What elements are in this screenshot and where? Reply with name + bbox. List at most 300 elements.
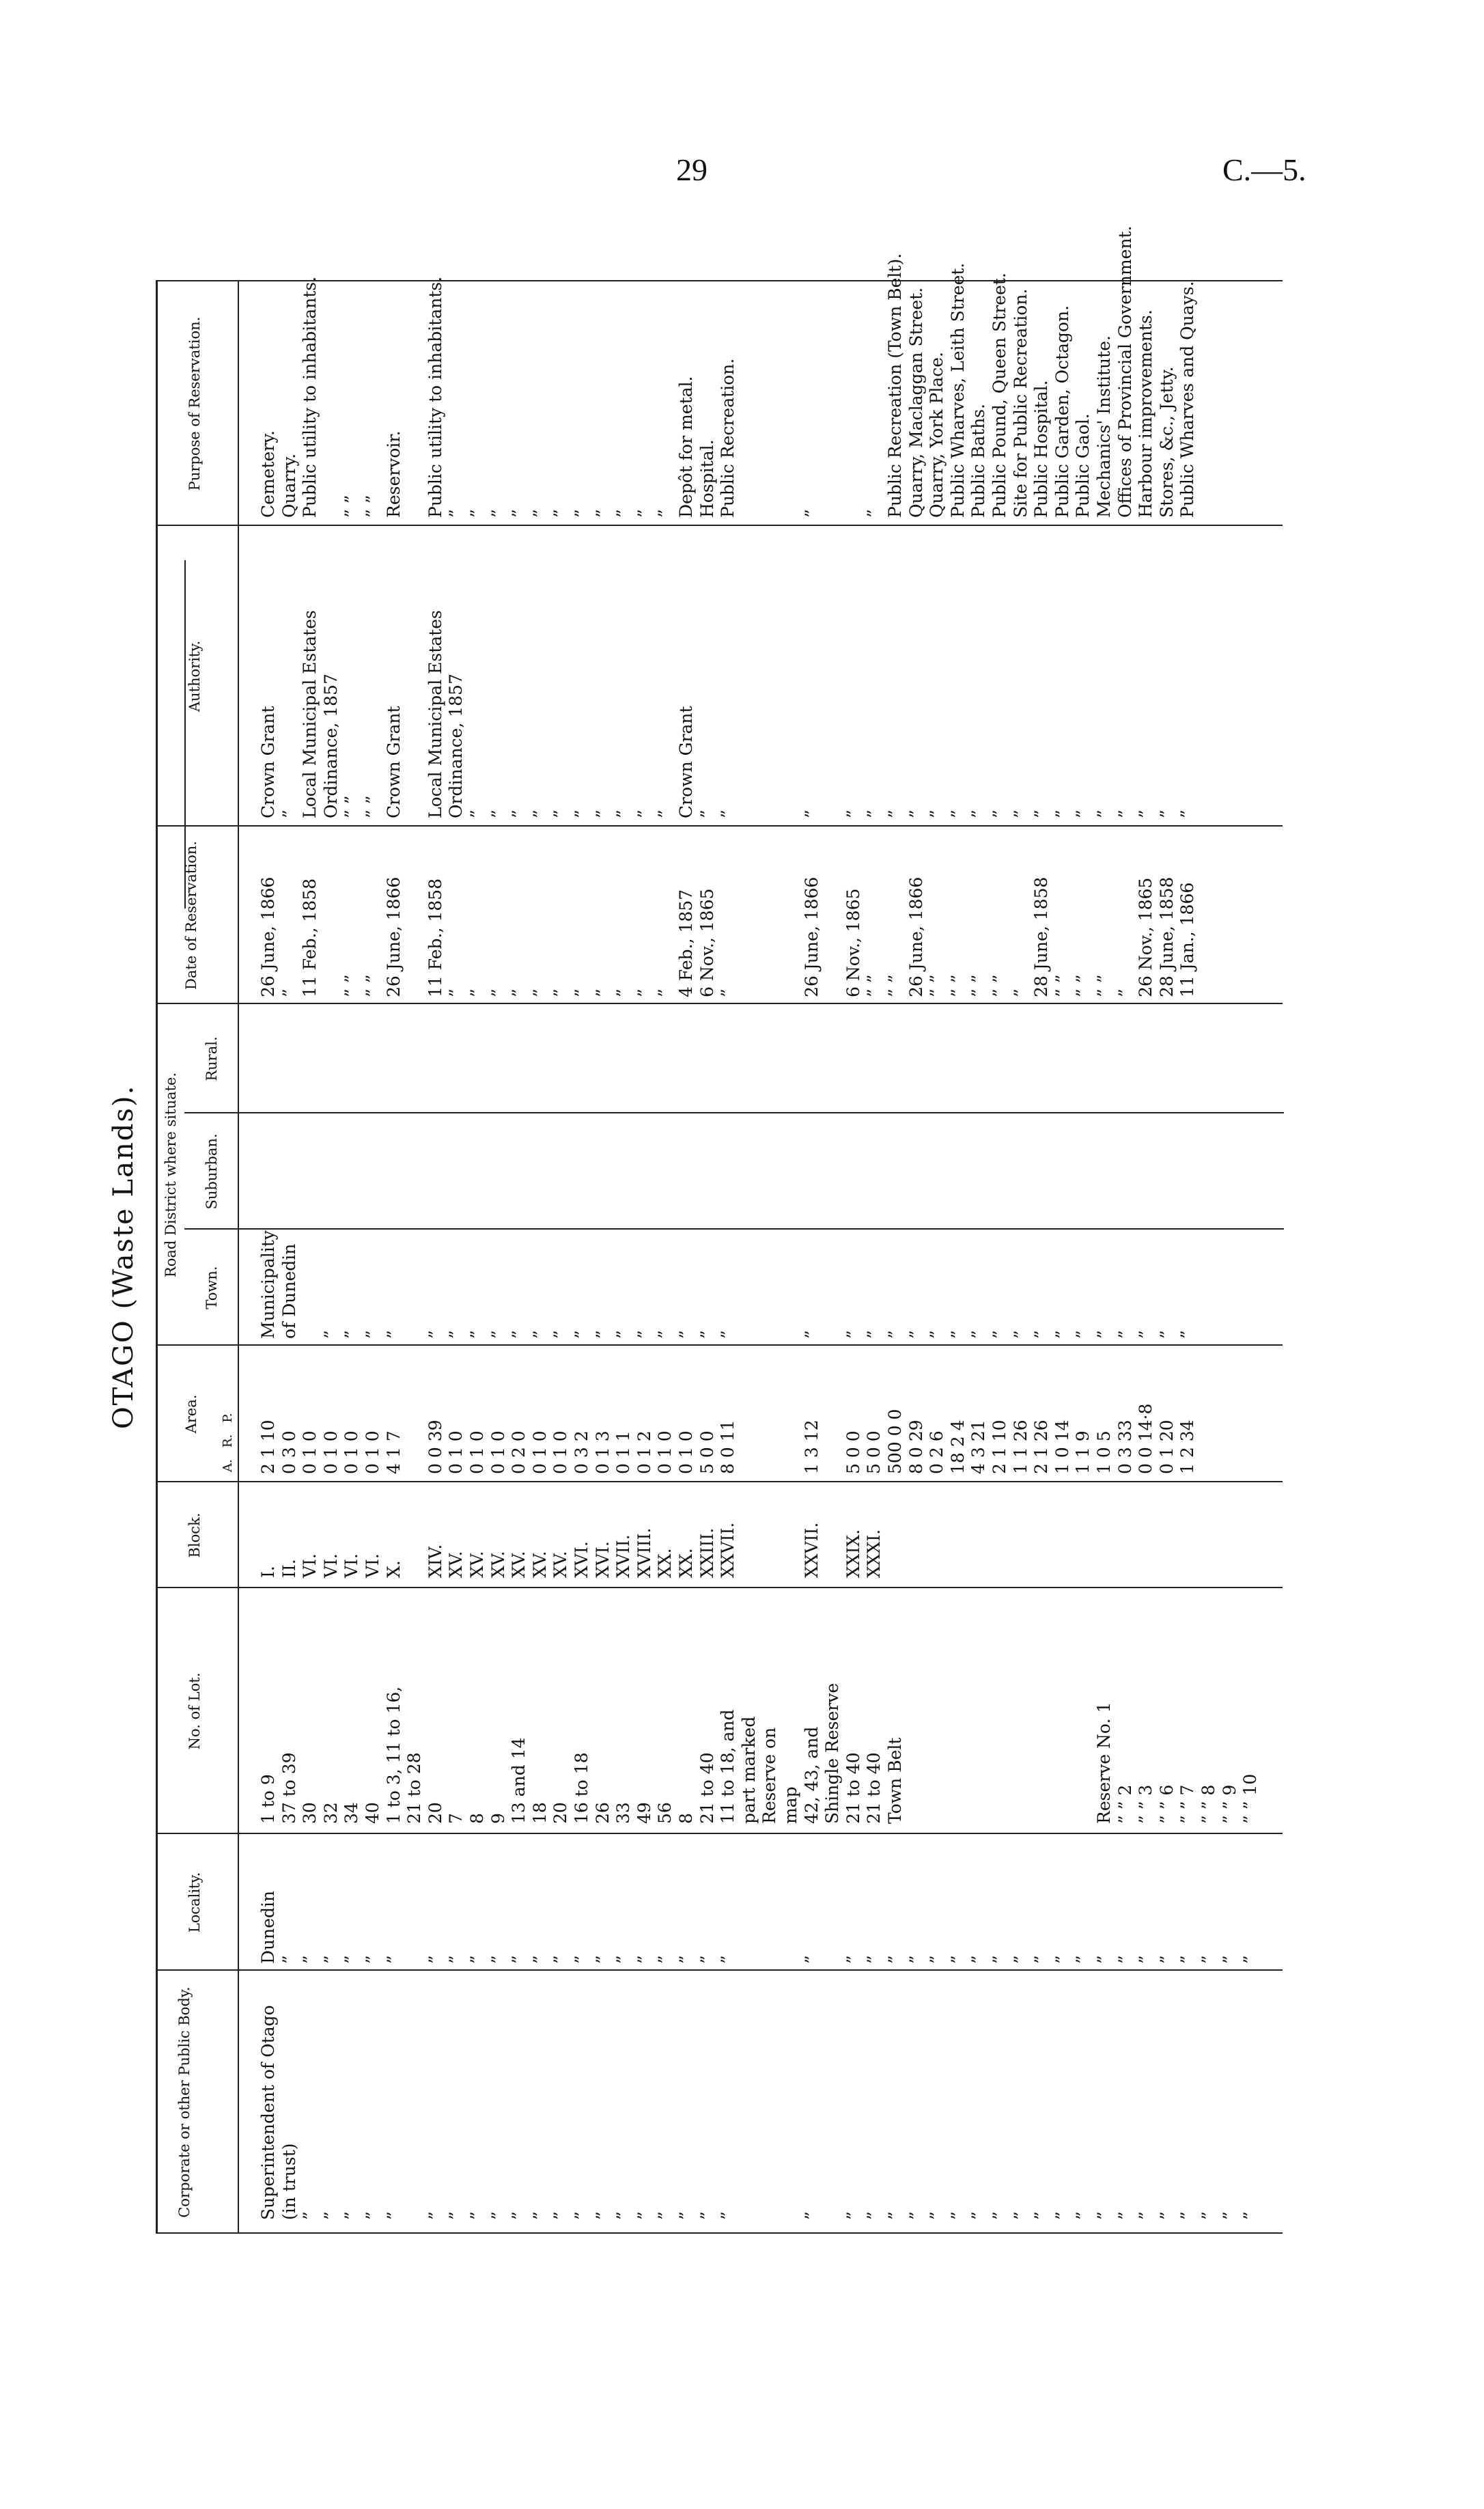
cell-lot: 21 to 28: [404, 1752, 425, 1824]
cell-area: 5 0 0: [864, 1430, 884, 1474]
cell-town: ”: [968, 1330, 989, 1339]
cell-date: ”: [655, 988, 675, 997]
cell-auth: ”: [509, 809, 529, 818]
cell-loc: ”: [529, 1955, 550, 1964]
cell-area: 0 1 0: [676, 1430, 696, 1474]
cell-loc: ”: [592, 1955, 613, 1964]
cell-auth: ” ”: [341, 795, 362, 818]
cell-lot: part marked: [738, 1716, 759, 1824]
cell-block: XXXI.: [864, 1529, 884, 1578]
col-sep: [156, 1587, 1283, 1588]
cell-area: 0 1 0: [300, 1430, 320, 1474]
cell-auth: ”: [1156, 809, 1177, 818]
cell-purpose: Site for Public Recreation.: [1010, 288, 1031, 518]
cell-body: ”: [634, 2211, 654, 2220]
cell-date: ”: [279, 988, 299, 997]
cell-date: 26 Nov., 1865: [1136, 877, 1156, 997]
cell-body: ”: [947, 2211, 968, 2220]
cell-auth: Crown Grant: [676, 706, 696, 818]
cell-block: XX.: [655, 1548, 675, 1578]
cell-body: ”: [676, 2211, 696, 2220]
cell-area: 0 1 3: [592, 1430, 613, 1474]
header-area: Area.: [183, 1394, 199, 1434]
cell-purpose: Public Recreation (Town Belt).: [885, 253, 905, 518]
cell-area: 0 1 0: [655, 1430, 675, 1474]
cell-date: 26 June, 1866: [906, 876, 926, 997]
cell-auth: Local Municipal Estates: [425, 610, 445, 818]
cell-date: ”: [592, 988, 613, 997]
cell-area: 0 3 0: [279, 1430, 299, 1474]
cell-loc: ”: [279, 1955, 299, 1964]
cell-loc: Dunedin: [258, 1890, 278, 1964]
cell-area: 500 0 0: [885, 1409, 905, 1474]
cell-purpose: ”: [592, 509, 613, 518]
cell-block: II.: [279, 1559, 299, 1578]
cell-date: ” ”: [990, 974, 1009, 997]
cell-loc: ”: [655, 1955, 675, 1964]
cell-auth: ”: [927, 809, 947, 818]
cell-town: ”: [1031, 1330, 1052, 1339]
cell-town: ”: [990, 1330, 1009, 1339]
cell-area: 0 1 0: [341, 1430, 362, 1474]
cell-town: ”: [383, 1330, 404, 1339]
cell-loc: ”: [990, 1955, 1009, 1964]
cell-auth: Ordinance, 1857: [320, 674, 341, 818]
header-rule: [238, 280, 239, 2234]
header-suburban: Suburban.: [204, 1133, 220, 1210]
cell-auth: Crown Grant: [258, 706, 278, 818]
cell-lot: 11 to 18, and: [718, 1709, 738, 1824]
cell-body: ”: [592, 2211, 613, 2220]
cell-lot: 40: [363, 1802, 382, 1824]
cell-auth: ”: [550, 809, 571, 818]
col-sep: [184, 1112, 1284, 1113]
cell-auth: ”: [613, 809, 634, 818]
cell-body: ”: [1052, 2211, 1072, 2220]
cell-auth: ” ”: [363, 795, 382, 818]
cell-lot: ” ” 9: [1219, 1784, 1240, 1824]
cell-body: ”: [906, 2211, 926, 2220]
cell-area: 0 3 2: [572, 1430, 591, 1474]
cell-town: ”: [1010, 1330, 1031, 1339]
cell-block: XV.: [488, 1551, 508, 1578]
cell-body: ”: [425, 2211, 445, 2220]
cell-lot: Town Belt: [885, 1737, 905, 1824]
cell-loc: ”: [300, 1955, 320, 1964]
cell-lot: Reserve on: [759, 1727, 780, 1824]
cell-date: 11 Feb., 1858: [300, 878, 320, 997]
cell-body: ”: [572, 2211, 591, 2220]
cell-town: ”: [446, 1330, 466, 1339]
cell-date: ” ”: [1073, 974, 1093, 997]
cell-town: of Dunedin: [279, 1243, 299, 1339]
cell-purpose: ”: [864, 509, 884, 518]
cell-date: ”: [509, 988, 529, 997]
cell-loc: ”: [906, 1955, 926, 1964]
document-reference: C.—5.: [1222, 152, 1306, 187]
cell-area: 8 0 11: [718, 1419, 738, 1474]
cell-lot: ” ” 8: [1199, 1784, 1218, 1824]
cell-loc: ”: [1240, 1955, 1261, 1964]
cell-auth: ”: [801, 809, 822, 818]
cell-lot: 21 to 40: [843, 1752, 863, 1824]
cell-body: ”: [927, 2211, 947, 2220]
col-sep: [156, 280, 1283, 281]
cell-date: ”: [550, 988, 571, 997]
cell-loc: ”: [1199, 1955, 1218, 1964]
cell-block: XXVII.: [718, 1522, 738, 1578]
cell-body: ”: [655, 2211, 675, 2220]
cell-lot: ” ” 2: [1115, 1784, 1135, 1824]
cell-area: 8 0 29: [906, 1419, 926, 1474]
cell-block: XXVII.: [801, 1522, 822, 1578]
cell-date: ”: [634, 988, 654, 997]
cell-date: ”: [467, 988, 487, 997]
cell-town: ”: [864, 1330, 884, 1339]
cell-body: ”: [1031, 2211, 1052, 2220]
col-sep: [156, 1481, 1283, 1482]
cell-auth: ”: [634, 809, 654, 818]
cell-loc: ”: [947, 1955, 968, 1964]
cell-purpose: Public Recreation.: [718, 358, 738, 518]
cell-purpose: ”: [801, 509, 822, 518]
cell-purpose: Quarry, Maclaggan Street.: [906, 287, 926, 518]
cell-purpose: Mechanics' Institute.: [1094, 335, 1114, 518]
col-sep: [156, 1833, 1283, 1834]
cell-auth: Crown Grant: [383, 706, 404, 818]
cell-loc: ”: [927, 1955, 947, 1964]
cell-town: ”: [529, 1330, 550, 1339]
cell-auth: ”: [592, 809, 613, 818]
cell-body: ”: [718, 2211, 738, 2220]
cell-loc: ”: [613, 1955, 634, 1964]
cell-auth: ”: [1010, 809, 1031, 818]
header-purpose: Purpose of Reservation.: [186, 316, 203, 491]
cell-town: ”: [927, 1330, 947, 1339]
cell-block: VI.: [341, 1553, 362, 1578]
cell-lot: 9: [488, 1813, 508, 1824]
table-title: OTAGO (Waste Lands).: [108, 1084, 139, 1430]
cell-date: 4 Feb., 1857: [676, 889, 696, 997]
cell-lot: 21 to 40: [864, 1752, 884, 1824]
cell-date: 28 June, 1858: [1156, 876, 1177, 997]
cell-lot: ” ” 3: [1136, 1784, 1156, 1824]
cell-area: 0 1 2: [634, 1430, 654, 1474]
cell-date: 6 Nov., 1865: [697, 888, 717, 997]
cell-date: 26 June, 1866: [258, 876, 278, 997]
cell-body: ”: [300, 2211, 320, 2220]
cell-body: ”: [550, 2211, 571, 2220]
cell-area: 0 0 39: [425, 1419, 445, 1474]
cell-loc: ”: [1094, 1955, 1114, 1964]
cell-auth: ”: [572, 809, 591, 818]
cell-auth: ”: [1052, 809, 1072, 818]
cell-auth: ”: [990, 809, 1009, 818]
cell-auth: ”: [906, 809, 926, 818]
cell-area: 0 1 20: [1156, 1419, 1177, 1474]
cell-body: ”: [320, 2211, 341, 2220]
cell-town: ”: [592, 1330, 613, 1339]
cell-town: ”: [655, 1330, 675, 1339]
cell-purpose: ”: [655, 509, 675, 518]
cell-block: XXIII.: [697, 1527, 717, 1578]
cell-town: ”: [697, 1330, 717, 1339]
cell-purpose: Quarry, York Place.: [927, 352, 947, 518]
cell-block: XV.: [467, 1551, 487, 1578]
cell-auth: ”: [947, 809, 968, 818]
cell-town: ”: [1156, 1330, 1177, 1339]
cell-loc: ”: [509, 1955, 529, 1964]
cell-purpose: ”: [613, 509, 634, 518]
cell-body: ”: [1094, 2211, 1114, 2220]
cell-lot: Reserve No. 1: [1094, 1702, 1114, 1824]
cell-town: Municipality: [258, 1230, 278, 1339]
cell-body: ”: [843, 2211, 863, 2220]
cell-date: 26 June, 1866: [383, 876, 404, 997]
cell-area: 2 1 10: [258, 1419, 278, 1474]
cell-lot: Shingle Reserve: [822, 1682, 843, 1824]
cell-purpose: ”: [529, 509, 550, 518]
cell-body: ”: [613, 2211, 634, 2220]
cell-area: 18 2 4: [947, 1419, 968, 1474]
cell-block: VI.: [300, 1553, 320, 1578]
cell-body: ”: [1136, 2211, 1156, 2220]
cell-body: ”: [467, 2211, 487, 2220]
cell-area: 4 3 21: [968, 1419, 989, 1474]
cell-block: XX.: [676, 1548, 696, 1578]
cell-purpose: Offices of Provincial Government.: [1115, 225, 1135, 518]
cell-lot: 18: [529, 1802, 550, 1824]
cell-date: ” ”: [1094, 974, 1114, 997]
cell-loc: ”: [843, 1955, 863, 1964]
cell-body: ”: [363, 2211, 382, 2220]
cell-town: ”: [572, 1330, 591, 1339]
cell-town: ”: [801, 1330, 822, 1339]
cell-purpose: ”: [550, 509, 571, 518]
cell-date: ”: [1010, 988, 1031, 997]
cell-purpose: Public utility to inhabitants.: [425, 276, 445, 518]
header-town: Town.: [204, 1266, 220, 1309]
cell-purpose: Reservoir.: [383, 430, 404, 518]
cell-area: 2 1 26: [1031, 1419, 1052, 1474]
cell-purpose: ” ”: [363, 495, 382, 518]
col-sep: [156, 825, 1283, 827]
cell-purpose: Depôt for metal.: [676, 376, 696, 518]
cell-body: (in trust): [279, 2143, 299, 2220]
cell-block: XVIII.: [634, 1527, 654, 1578]
cell-auth: ”: [1115, 809, 1135, 818]
cell-block: XV.: [529, 1551, 550, 1578]
cell-area: 1 3 12: [801, 1419, 822, 1474]
cell-loc: ”: [572, 1955, 591, 1964]
cell-loc: ”: [1177, 1955, 1198, 1964]
cell-town: ”: [718, 1330, 738, 1339]
cell-loc: ”: [1136, 1955, 1156, 1964]
header-block: Block.: [186, 1512, 203, 1558]
cell-lot: 30: [300, 1802, 320, 1824]
cell-purpose: ”: [446, 509, 466, 518]
cell-date: ” ”: [864, 974, 884, 997]
cell-lot: 37 to 39: [279, 1752, 299, 1824]
col-sep: [156, 2232, 1283, 2234]
cell-loc: ”: [320, 1955, 341, 1964]
cell-auth: ”: [488, 809, 508, 818]
cell-auth: ”: [1031, 809, 1052, 818]
cell-auth: ”: [885, 809, 905, 818]
cell-loc: ”: [676, 1955, 696, 1964]
cell-date: ” ”: [885, 974, 905, 997]
header-lot: No. of Lot.: [186, 1672, 203, 1750]
cell-body: ”: [1177, 2211, 1198, 2220]
cell-town: ”: [1094, 1330, 1114, 1339]
cell-date: 11 Feb., 1858: [425, 878, 445, 997]
top-rule: [156, 280, 158, 2234]
header-date: Date of Reservation.: [183, 841, 199, 990]
cell-purpose: Cemetery.: [258, 430, 278, 518]
cell-purpose: Public Wharves and Quays.: [1177, 281, 1198, 518]
header-locality: Locality.: [186, 1872, 203, 1933]
cell-auth: ”: [279, 809, 299, 818]
cell-town: ”: [676, 1330, 696, 1339]
cell-lot: 20: [425, 1802, 445, 1824]
cell-auth: ”: [697, 809, 717, 818]
cell-town: ”: [509, 1330, 529, 1339]
cell-town: ”: [947, 1330, 968, 1339]
page-number: 29: [676, 152, 708, 187]
cell-body: ”: [801, 2211, 822, 2220]
cell-block: XVI.: [592, 1541, 613, 1578]
cell-purpose: Public utility to inhabitants.: [300, 276, 320, 518]
cell-auth: ”: [843, 809, 863, 818]
cell-lot: 20: [550, 1802, 571, 1824]
cell-loc: ”: [446, 1955, 466, 1964]
cell-block: I.: [258, 1566, 278, 1578]
cell-auth: Local Municipal Estates: [300, 610, 320, 818]
cell-area: 5 0 0: [697, 1430, 717, 1474]
cell-lot: 7: [446, 1813, 466, 1824]
cell-loc: ”: [697, 1955, 717, 1964]
cell-auth: ”: [529, 809, 550, 818]
cell-area: 5 0 0: [843, 1430, 863, 1474]
cell-purpose: Quarry.: [279, 453, 299, 518]
cell-lot: 32: [320, 1802, 341, 1824]
cell-purpose: ”: [467, 509, 487, 518]
cell-loc: ”: [467, 1955, 487, 1964]
cell-auth: ”: [1177, 809, 1198, 818]
cell-town: ”: [341, 1330, 362, 1339]
cell-block: VI.: [363, 1553, 382, 1578]
cell-town: ”: [488, 1330, 508, 1339]
cell-auth: ”: [1073, 809, 1093, 818]
cell-body: ”: [1199, 2211, 1218, 2220]
cell-town: ”: [906, 1330, 926, 1339]
cell-lot: 26: [592, 1802, 613, 1824]
cell-area: 0 1 0: [467, 1430, 487, 1474]
cell-body: ”: [341, 2211, 362, 2220]
cell-town: ”: [467, 1330, 487, 1339]
cell-body: ”: [1219, 2211, 1240, 2220]
cell-date: ”: [572, 988, 591, 997]
cell-area: 0 1 0: [529, 1430, 550, 1474]
header-body: Corporate or other Public Body.: [176, 1986, 193, 2218]
cell-lot: ” ” 7: [1177, 1784, 1198, 1824]
cell-loc: ”: [634, 1955, 654, 1964]
cell-loc: ”: [425, 1955, 445, 1964]
cell-lot: ” ” 6: [1156, 1784, 1177, 1824]
cell-area: 0 1 0: [550, 1430, 571, 1474]
cell-lot: 49: [634, 1802, 654, 1824]
cell-purpose: ”: [509, 509, 529, 518]
cell-area: 0 1 0: [320, 1430, 341, 1474]
cell-purpose: Harbour improvements.: [1136, 309, 1156, 518]
cell-area: 0 3 33: [1115, 1419, 1135, 1474]
cell-town: ”: [363, 1330, 382, 1339]
cell-purpose: Stores, &c., Jetty.: [1156, 366, 1177, 518]
cell-lot: 33: [613, 1802, 634, 1824]
cell-lot: 13 and 14: [509, 1737, 529, 1824]
cell-area: 0 1 0: [446, 1430, 466, 1474]
cell-date: ”: [613, 988, 634, 997]
cell-area: 0 2 6: [927, 1430, 947, 1474]
cell-auth: ”: [1136, 809, 1156, 818]
cell-loc: ”: [1073, 1955, 1093, 1964]
cell-purpose: Public Gaol.: [1073, 413, 1093, 518]
cell-loc: ”: [341, 1955, 362, 1964]
cell-date: ”: [446, 988, 466, 997]
cell-auth: ”: [467, 809, 487, 818]
cell-body: ”: [529, 2211, 550, 2220]
cell-body: ”: [1156, 2211, 1177, 2220]
cell-area: 1 0 14: [1052, 1419, 1072, 1474]
cell-date: ”: [1115, 988, 1135, 997]
cell-town: ”: [1136, 1330, 1156, 1339]
cell-purpose: ” ”: [341, 495, 362, 518]
cell-lot: 21 to 40: [697, 1752, 717, 1824]
cell-area: 0 1 1: [613, 1430, 634, 1474]
cell-town: ”: [613, 1330, 634, 1339]
cell-date: ” ”: [947, 974, 968, 997]
cell-date: ” ”: [341, 974, 362, 997]
cell-block: X.: [383, 1560, 404, 1578]
cell-loc: ”: [1219, 1955, 1240, 1964]
cell-block: XVI.: [572, 1541, 591, 1578]
cell-block: XIV.: [425, 1544, 445, 1578]
cell-date: 28 June, 1858: [1031, 876, 1052, 997]
cell-loc: ”: [1031, 1955, 1052, 1964]
cell-body: ”: [864, 2211, 884, 2220]
cell-date: ”: [488, 988, 508, 997]
cell-town: ”: [885, 1330, 905, 1339]
cell-purpose: Hospital.: [697, 439, 717, 518]
cell-auth: ”: [1094, 809, 1114, 818]
cell-purpose: ”: [634, 509, 654, 518]
cell-auth: ”: [718, 809, 738, 818]
col-sep: [156, 525, 1283, 526]
cell-purpose: ”: [488, 509, 508, 518]
cell-body: ”: [1240, 2211, 1261, 2220]
cell-town: ”: [1177, 1330, 1198, 1339]
cell-loc: ”: [1156, 1955, 1177, 1964]
cell-date: 11 Jan., 1866: [1177, 882, 1198, 997]
cell-area: 1 1 26: [1010, 1419, 1031, 1474]
cell-loc: ”: [550, 1955, 571, 1964]
cell-town: ”: [843, 1330, 863, 1339]
col-sep: [156, 1969, 1283, 1971]
cell-loc: ”: [383, 1955, 404, 1964]
cell-loc: ”: [864, 1955, 884, 1964]
cell-purpose: Public Wharves, Leith Street.: [947, 262, 968, 518]
cell-loc: ”: [968, 1955, 989, 1964]
